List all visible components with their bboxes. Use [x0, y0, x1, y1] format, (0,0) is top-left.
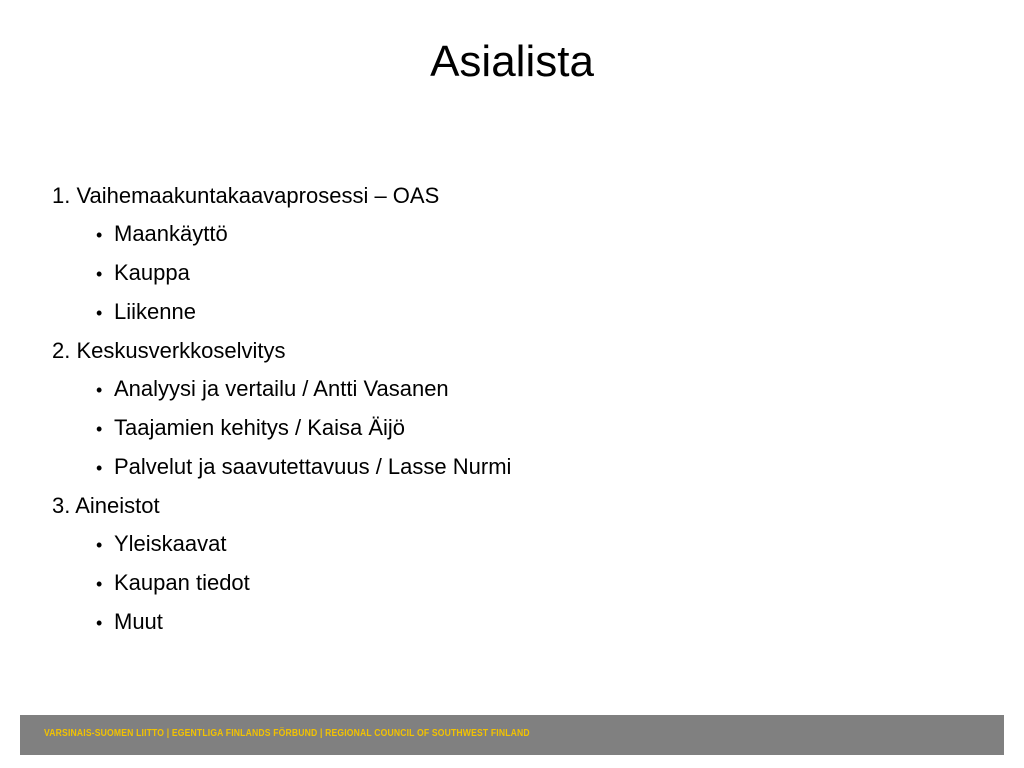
section-heading: 3. Aineistot [52, 493, 160, 518]
agenda-section-2 [52, 332, 511, 487]
sub-list [52, 525, 511, 642]
list-item-text: Muut [114, 609, 163, 634]
list-item [96, 603, 511, 642]
bullet-icon: • [96, 535, 103, 555]
footer-organization-text: VARSINAIS-SUOMEN LIITTO | EGENTLIGA FINLANDS FÖRBUND | REGIONAL COUNCIL OF SOUTHWEST FINLAND [44, 727, 530, 739]
bullet-icon: • [96, 264, 103, 284]
bullet-icon: • [96, 225, 103, 245]
agenda-section-1 [52, 177, 511, 332]
bullet-icon: • [96, 380, 103, 400]
list-item [96, 448, 511, 487]
list-item-text: Palvelut ja saavutettavuus / Lasse Nurmi [114, 454, 512, 479]
list-item [96, 293, 511, 332]
sub-list [52, 370, 511, 487]
bullet-icon: • [96, 574, 103, 594]
list-item-text: Taajamien kehitys / Kaisa Äijö [114, 415, 406, 440]
list-item-text: Kaupan tiedot [114, 570, 250, 595]
bullet-icon: • [96, 419, 103, 439]
list-item [96, 370, 511, 409]
list-item-text: Kauppa [114, 260, 190, 285]
list-item [96, 525, 511, 564]
bullet-icon: • [96, 458, 103, 478]
section-heading: 2. Keskusverkkoselvitys [52, 338, 286, 363]
list-item-text: Yleiskaavat [114, 531, 227, 556]
list-item-text: Analyysi ja vertailu / Antti Vasanen [114, 376, 449, 401]
bullet-icon: • [96, 613, 103, 633]
list-item [96, 409, 511, 448]
list-item-text: Liikenne [114, 299, 196, 324]
list-item [96, 215, 511, 254]
agenda-list [52, 177, 511, 642]
sub-list [52, 215, 511, 332]
agenda-section-3 [52, 487, 511, 642]
section-heading: 1. Vaihemaakuntakaavaprosessi – OAS [52, 183, 440, 208]
list-item [96, 564, 511, 603]
bullet-icon: • [96, 303, 103, 323]
slide-title: Asialista [430, 37, 594, 86]
list-item [96, 254, 511, 293]
list-item-text: Maankäyttö [114, 221, 228, 246]
footer-bar [20, 715, 1004, 755]
